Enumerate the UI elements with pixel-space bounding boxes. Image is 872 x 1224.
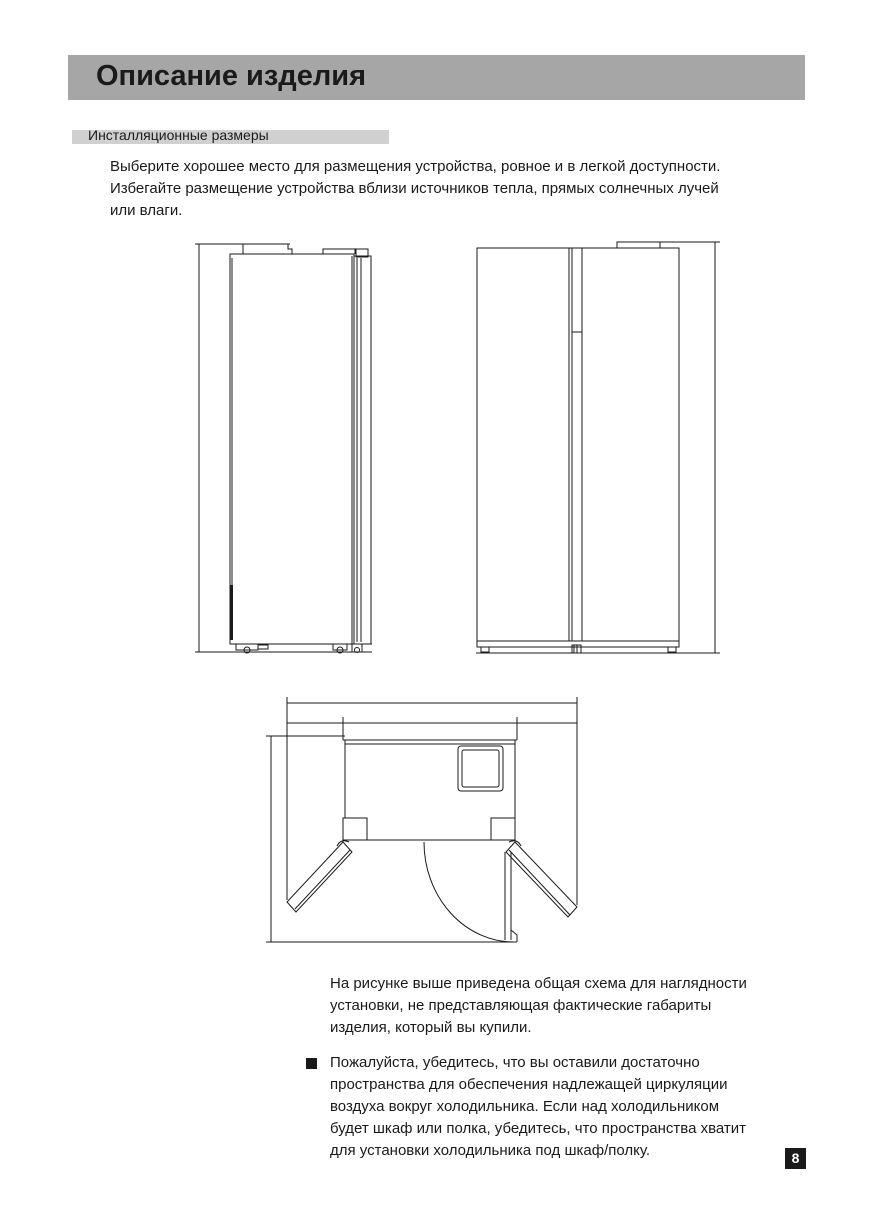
note-line: изделия, который вы купили. bbox=[330, 1019, 532, 1036]
bullet-line: Пожалуйста, убедитесь, что вы оставили достаточно bbox=[330, 1054, 700, 1071]
note-line: На рисунке выше приведена общая схема для наглядности bbox=[330, 975, 747, 992]
bullet-square-icon bbox=[306, 1058, 317, 1069]
intro-line: Выберите хорошее место для размещения устройства, ровное и в легкой доступности. bbox=[110, 158, 721, 175]
bullet-line: пространства для обеспечения надлежащей циркуляции bbox=[330, 1076, 728, 1093]
intro-line: или влаги. bbox=[110, 202, 183, 219]
bullet-line: воздуха вокруг холодильника. Если над холодильником bbox=[330, 1098, 720, 1115]
page-title: Описание изделия bbox=[96, 60, 366, 92]
top-view-diagram bbox=[266, 697, 577, 942]
section-title: Инсталляционные размеры bbox=[88, 127, 269, 143]
page-number: 8 bbox=[785, 1148, 806, 1169]
side-view-diagram bbox=[195, 244, 372, 653]
diagram-note bbox=[330, 973, 800, 1039]
bullet-line: будет шкаф или полка, убедитесь, что пространства хватит bbox=[330, 1120, 747, 1137]
note-line: установки, не представляющая фактические габариты bbox=[330, 997, 712, 1014]
ventilation-warning bbox=[330, 1052, 800, 1162]
intro-line: Избегайте размещение устройства вблизи источников тепла, прямых солнечных лучей bbox=[110, 180, 719, 197]
front-view-diagram bbox=[476, 242, 720, 653]
bullet-line: для установки холодильника под шкаф/полку. bbox=[330, 1142, 651, 1159]
